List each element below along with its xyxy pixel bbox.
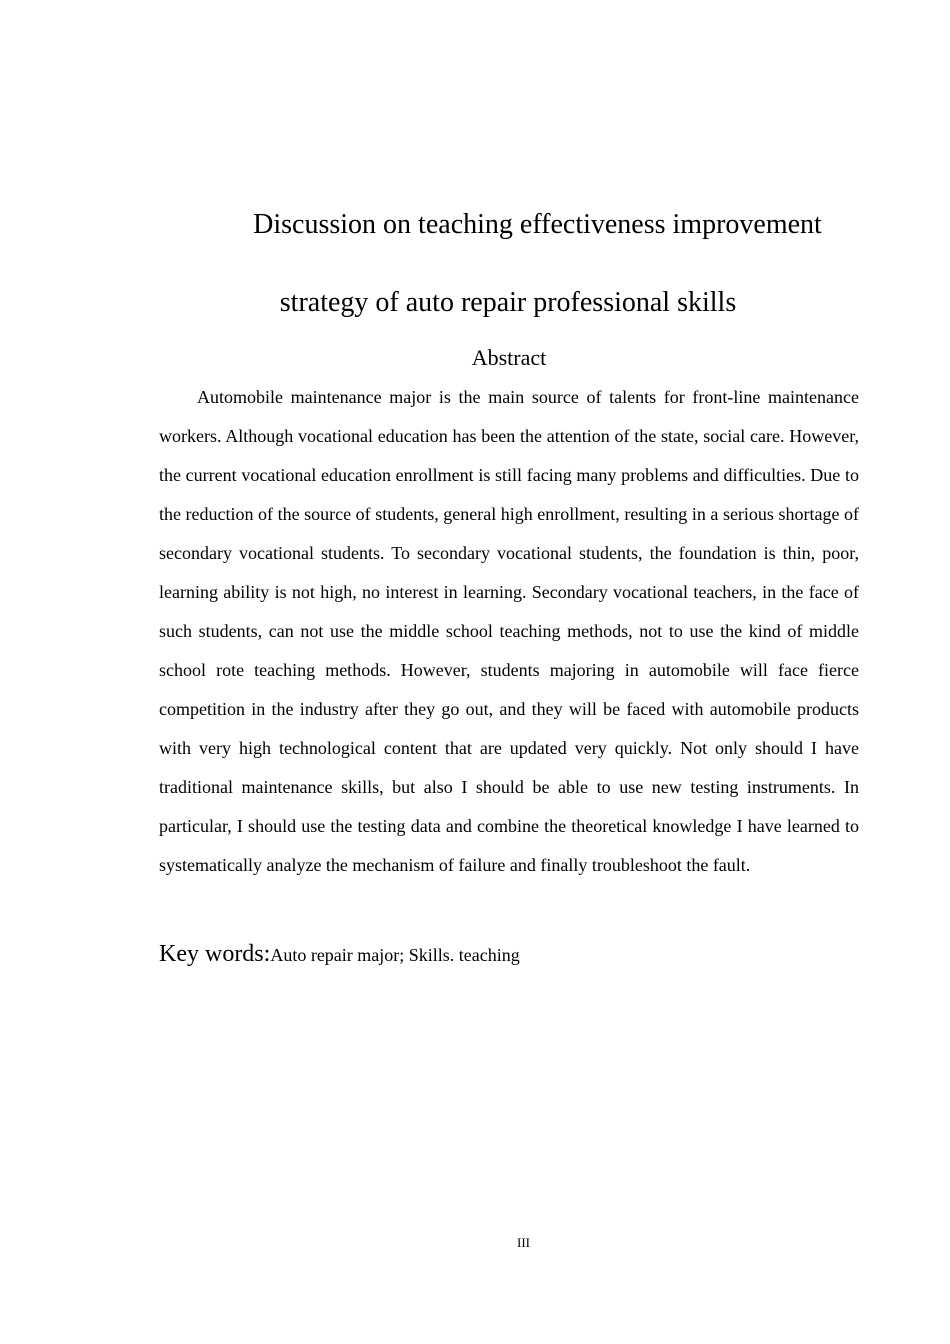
keywords-text: Auto repair major; Skills. teaching — [270, 945, 520, 965]
keywords-label: Key words: — [159, 941, 271, 967]
title-line-1: Discussion on teaching effectiveness improvement — [253, 209, 822, 240]
page-number: III — [517, 1235, 530, 1250]
abstract-body: Automobile maintenance major is the main source of talents for front-line maintenance workers. Although vocational education has been the attention of the state, social care. However, the current vocational education enrollment is still facing many problems and difficulties. Due to the reduction of the source of students, general high enrollment, resulting in a serious shortage of secondary vocational students. To secondary vocational students, the foundation is thin, poor, learning ability is not high, no interest in learning. Secondary vocational teachers, in the face of such students, can not use the middle school teaching methods, not to use the kind of middle school rote teaching methods. However, students majoring in automobile will face fierce competition in the industry after they go out, and they will be faced with automobile products with very high technological content that are updated very quickly. Not only should I have traditional maintenance skills, but also I should be able to use new testing instruments. In particular, I should use the testing data and combine the theoretical knowledge I have learned to systematically analyze the mechanism of failure and finally troubleshoot the fault. — [159, 387, 859, 875]
abstract-heading: Abstract — [471, 345, 547, 370]
keywords — [159, 938, 859, 971]
title-line-2: strategy of auto repair professional skills — [279, 287, 737, 318]
